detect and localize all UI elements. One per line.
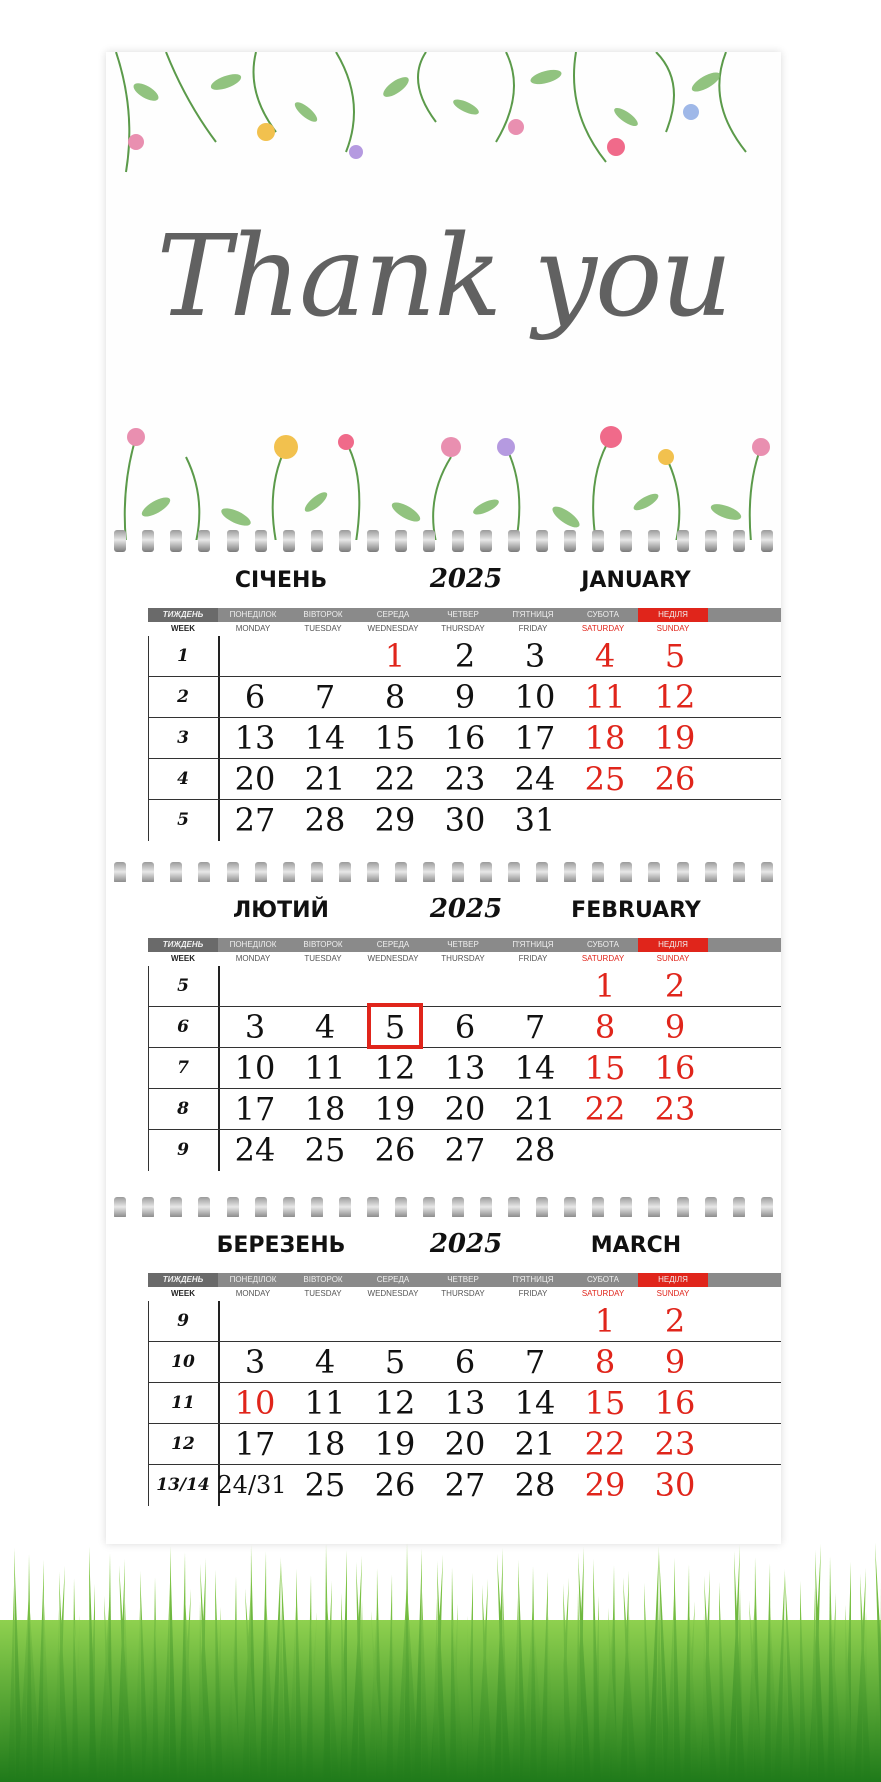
week-col-header: ТИЖДЕНЬ xyxy=(148,608,218,622)
week-col-header: ТИЖДЕНЬ xyxy=(148,938,218,952)
calendar-day: 18 xyxy=(304,1090,346,1128)
month-february xyxy=(106,882,781,1171)
calendar-day: 29 xyxy=(374,801,416,839)
week-number: 8 xyxy=(177,1099,189,1119)
binding-ring xyxy=(452,862,464,884)
calendar-day: 27 xyxy=(234,801,276,839)
calendar-day: 22 xyxy=(584,1425,626,1463)
binding-ring xyxy=(198,1197,210,1219)
calendar-day: 1 xyxy=(594,967,616,1005)
week-number: 9 xyxy=(177,1311,189,1331)
calendar-day: 12 xyxy=(374,1049,416,1087)
calendar-day: 30 xyxy=(654,1466,696,1504)
binding-ring xyxy=(311,530,323,552)
calendar-day: 2 xyxy=(454,637,476,675)
calendar-day: 26 xyxy=(374,1466,416,1504)
calendar-day: 10 xyxy=(234,1049,276,1087)
year-label: 2025 xyxy=(429,564,503,594)
calendar-day: 3 xyxy=(524,637,546,675)
binding-ring xyxy=(508,862,520,884)
binding-ring xyxy=(648,862,660,884)
month-march xyxy=(106,1217,781,1506)
weekday-row-en xyxy=(148,1287,781,1301)
highlighted-day-frame xyxy=(367,1003,423,1049)
weekday-header-ua: ВІВТОРОК xyxy=(303,940,343,949)
calendar-day: 21 xyxy=(304,760,346,798)
binding-ring xyxy=(255,1197,267,1219)
week-row xyxy=(148,800,781,841)
week-row xyxy=(148,1007,781,1048)
week-row xyxy=(148,1048,781,1089)
weekday-header-ua: НЕДІЛЯ xyxy=(638,1273,708,1287)
calendar-day: 6 xyxy=(244,678,266,716)
binding-ring xyxy=(423,862,435,884)
binding-ring xyxy=(227,1197,239,1219)
calendar-day: 25 xyxy=(584,760,626,798)
calendar-day: 7 xyxy=(524,1343,546,1381)
binding-ring xyxy=(480,1197,492,1219)
calendar-day: 28 xyxy=(514,1131,556,1169)
calendar-day: 8 xyxy=(594,1343,616,1381)
calendar-day: 4 xyxy=(314,1343,336,1381)
week-row xyxy=(148,1301,781,1342)
calendar-day: 21 xyxy=(514,1090,556,1128)
flowers-bottom-illustration xyxy=(106,417,781,540)
binding-ring xyxy=(452,530,464,552)
week-row xyxy=(148,1342,781,1383)
weekday-header-en: WEDNESDAY xyxy=(367,1289,419,1298)
weekday-bar-ua xyxy=(148,938,781,952)
year-label: 2025 xyxy=(429,1229,503,1259)
binding-ring xyxy=(620,862,632,884)
calendar-day: 14 xyxy=(514,1384,556,1422)
week-number: 10 xyxy=(171,1352,195,1372)
calendar-day: 10 xyxy=(514,678,556,716)
calendar-day: 28 xyxy=(304,801,346,839)
binding-ring xyxy=(564,530,576,552)
calendar-day: 9 xyxy=(454,678,476,716)
weekday-header-en: MONDAY xyxy=(235,1289,271,1298)
binding-ring xyxy=(114,862,126,884)
weekday-header-en: WEDNESDAY xyxy=(367,624,419,633)
weekday-header-en: SUNDAY xyxy=(656,954,690,963)
weekday-header-ua: ЧЕТВЕР xyxy=(447,610,479,619)
weekday-header-ua: СЕРЕДА xyxy=(376,1275,410,1284)
week-number: 4 xyxy=(177,769,189,789)
binding-ring xyxy=(395,862,407,884)
binding-ring xyxy=(339,1197,351,1219)
binding-ring xyxy=(564,1197,576,1219)
binding-ring xyxy=(395,530,407,552)
binding-ring xyxy=(705,1197,717,1219)
binding-ring xyxy=(677,530,689,552)
calendar-day: 24 xyxy=(514,760,556,798)
week-number: 5 xyxy=(177,976,189,996)
binding-ring xyxy=(536,1197,548,1219)
week-row xyxy=(148,1424,781,1465)
weekday-header-en: SATURDAY xyxy=(581,954,625,963)
weekday-header-en: TUESDAY xyxy=(304,1289,342,1298)
week-row xyxy=(148,718,781,759)
weekday-header-en: SATURDAY xyxy=(581,624,625,633)
binding-ring xyxy=(198,530,210,552)
binding-ring xyxy=(592,530,604,552)
calendar-day: 13 xyxy=(234,719,276,757)
calendar-day: 25 xyxy=(304,1131,346,1169)
binding-ring xyxy=(142,530,154,552)
binding-ring xyxy=(733,1197,745,1219)
binding-ring xyxy=(423,530,435,552)
spiral-binding xyxy=(106,862,781,884)
binding-ring xyxy=(677,1197,689,1219)
calendar-day: 8 xyxy=(384,678,406,716)
calendar-day: 28 xyxy=(514,1466,556,1504)
weekday-header-en: SATURDAY xyxy=(581,1289,625,1298)
calendar-day: 12 xyxy=(654,678,696,716)
calendar-day: 18 xyxy=(304,1425,346,1463)
binding-ring xyxy=(592,862,604,884)
calendar-day: 27 xyxy=(444,1131,486,1169)
week-row xyxy=(148,636,781,677)
weekday-header-ua: П'ЯТНИЦЯ xyxy=(512,610,554,619)
week-number: 12 xyxy=(171,1434,195,1454)
weekday-header-en: SUNDAY xyxy=(656,624,690,633)
calendar-day: 15 xyxy=(584,1384,626,1422)
binding-ring xyxy=(283,1197,295,1219)
calendar-day: 23 xyxy=(444,760,486,798)
month-name-ua: ЛЮТИЙ xyxy=(233,898,329,923)
binding-ring xyxy=(227,530,239,552)
calendar-day: 13 xyxy=(444,1384,486,1422)
weekday-row-en xyxy=(148,952,781,966)
calendar-day: 5 xyxy=(664,637,686,675)
calendar-day: 3 xyxy=(244,1008,266,1046)
week-number: 2 xyxy=(177,687,189,707)
days-grid xyxy=(148,966,781,1171)
binding-ring xyxy=(198,862,210,884)
weekday-header-ua: ВІВТОРОК xyxy=(303,1275,343,1284)
binding-ring xyxy=(648,1197,660,1219)
flowers-top-illustration xyxy=(106,52,781,182)
binding-ring xyxy=(395,1197,407,1219)
calendar-day: 17 xyxy=(234,1090,276,1128)
week-number: 7 xyxy=(177,1058,189,1078)
weekday-header-ua: ЧЕТВЕР xyxy=(447,1275,479,1284)
calendar-day: 22 xyxy=(374,760,416,798)
weekday-header-en: THURSDAY xyxy=(441,1289,485,1298)
weekday-bar-ua xyxy=(148,1273,781,1287)
weekday-row-en xyxy=(148,622,781,636)
calendar-day: 1 xyxy=(594,1302,616,1340)
week-row xyxy=(148,1089,781,1130)
calendar-day: 7 xyxy=(314,678,336,716)
weekday-header-ua: П'ЯТНИЦЯ xyxy=(512,1275,554,1284)
weekday-header-en: MONDAY xyxy=(235,624,271,633)
binding-ring xyxy=(367,862,379,884)
binding-ring xyxy=(480,530,492,552)
weekday-header-ua: ВІВТОРОК xyxy=(303,610,343,619)
binding-ring xyxy=(620,530,632,552)
calendar-day: 20 xyxy=(444,1425,486,1463)
weekday-header-ua: ПОНЕДІЛОК xyxy=(229,940,277,949)
calendar-day: 21 xyxy=(514,1425,556,1463)
calendar-day: 2 xyxy=(664,967,686,1005)
calendar-day: 25 xyxy=(304,1466,346,1504)
calendar-day: 5 xyxy=(384,1008,406,1046)
calendar-day: 1 xyxy=(384,637,406,675)
calendar-day: 23 xyxy=(654,1425,696,1463)
binding-ring xyxy=(339,862,351,884)
calendar-day: 9 xyxy=(664,1008,686,1046)
weekday-header-en: SUNDAY xyxy=(656,1289,690,1298)
weekday-header-ua: СУБОТА xyxy=(587,610,619,619)
weekday-header-en: THURSDAY xyxy=(441,624,485,633)
weekday-header-en: THURSDAY xyxy=(441,954,485,963)
weekday-header-ua: ЧЕТВЕР xyxy=(447,940,479,949)
week-number: 1 xyxy=(177,646,189,666)
binding-ring xyxy=(283,862,295,884)
calendar-day: 30 xyxy=(444,801,486,839)
calendar-day: 24 xyxy=(234,1131,276,1169)
calendar-day: 9 xyxy=(664,1343,686,1381)
days-grid xyxy=(148,1301,781,1506)
calendar-day: 15 xyxy=(374,719,416,757)
calendar-day: 20 xyxy=(444,1090,486,1128)
weekday-header-ua: ПОНЕДІЛОК xyxy=(229,1275,277,1284)
week-row xyxy=(148,759,781,800)
calendar-day: 11 xyxy=(584,678,626,716)
calendar-day: 23 xyxy=(654,1090,696,1128)
week-number: 9 xyxy=(177,1140,189,1160)
binding-ring xyxy=(367,1197,379,1219)
binding-ring xyxy=(255,530,267,552)
binding-ring xyxy=(480,862,492,884)
binding-ring xyxy=(142,862,154,884)
binding-ring xyxy=(761,862,773,884)
week-number: 13/14 xyxy=(156,1475,210,1495)
week-col-header-en: WEEK xyxy=(171,624,195,633)
calendar-day: 18 xyxy=(584,719,626,757)
binding-ring xyxy=(536,862,548,884)
binding-ring xyxy=(733,530,745,552)
binding-ring xyxy=(508,1197,520,1219)
month-name-ua: БЕРЕЗЕНЬ xyxy=(216,1233,346,1258)
week-col-header-en: WEEK xyxy=(171,1289,195,1298)
calendar-day: 24/31 xyxy=(217,1471,287,1499)
binding-ring xyxy=(536,530,548,552)
calendar-day: 17 xyxy=(234,1425,276,1463)
calendar-day: 2 xyxy=(664,1302,686,1340)
week-col-header-en: WEEK xyxy=(171,954,195,963)
week-row xyxy=(148,1130,781,1171)
calendar-day: 26 xyxy=(654,760,696,798)
calendar-day: 19 xyxy=(374,1425,416,1463)
binding-ring xyxy=(339,530,351,552)
binding-ring xyxy=(311,862,323,884)
binding-ring xyxy=(170,1197,182,1219)
thank-you-title: Thank you xyxy=(156,212,731,342)
weekday-header-en: WEDNESDAY xyxy=(367,954,419,963)
calendar-day: 4 xyxy=(314,1008,336,1046)
binding-ring xyxy=(452,1197,464,1219)
calendar-day: 22 xyxy=(584,1090,626,1128)
binding-ring xyxy=(367,530,379,552)
binding-ring xyxy=(705,862,717,884)
calendar-day: 29 xyxy=(584,1466,626,1504)
binding-ring xyxy=(311,1197,323,1219)
week-row xyxy=(148,966,781,1007)
calendar-day: 7 xyxy=(524,1008,546,1046)
binding-ring xyxy=(508,530,520,552)
calendar-day: 12 xyxy=(374,1384,416,1422)
binding-ring xyxy=(170,530,182,552)
week-row xyxy=(148,1383,781,1424)
binding-ring xyxy=(564,862,576,884)
calendar-day: 19 xyxy=(374,1090,416,1128)
month-name-en: JANUARY xyxy=(581,568,691,593)
weekday-header-en: FRIDAY xyxy=(518,954,548,963)
calendar-day: 27 xyxy=(444,1466,486,1504)
days-grid xyxy=(148,636,781,841)
calendar-day: 15 xyxy=(584,1049,626,1087)
weekday-header-en: TUESDAY xyxy=(304,624,342,633)
calendar-day: 10 xyxy=(234,1384,276,1422)
calendar-day: 14 xyxy=(304,719,346,757)
binding-ring xyxy=(648,530,660,552)
binding-ring xyxy=(761,530,773,552)
grass-illustration xyxy=(0,1500,881,1782)
weekday-header-en: FRIDAY xyxy=(518,624,548,633)
week-number: 3 xyxy=(177,728,189,748)
binding-ring xyxy=(170,862,182,884)
binding-ring xyxy=(255,862,267,884)
spiral-binding xyxy=(106,530,781,552)
weekday-header-en: MONDAY xyxy=(235,954,271,963)
binding-ring xyxy=(114,1197,126,1219)
binding-ring xyxy=(592,1197,604,1219)
weekday-header-ua: СЕРЕДА xyxy=(376,940,410,949)
calendar-day: 4 xyxy=(594,637,616,675)
binding-ring xyxy=(227,862,239,884)
binding-ring xyxy=(620,1197,632,1219)
weekday-header-ua: ПОНЕДІЛОК xyxy=(229,610,277,619)
weekday-header-ua: СЕРЕДА xyxy=(376,610,410,619)
calendar-day: 16 xyxy=(654,1384,696,1422)
calendar-day: 16 xyxy=(444,719,486,757)
weekday-header-ua: СУБОТА xyxy=(587,940,619,949)
calendar-day: 6 xyxy=(454,1008,476,1046)
weekday-header-ua: СУБОТА xyxy=(587,1275,619,1284)
calendar-day: 3 xyxy=(244,1343,266,1381)
weekday-bar-ua xyxy=(148,608,781,622)
week-number: 6 xyxy=(177,1017,189,1037)
calendar-day: 11 xyxy=(304,1384,346,1422)
month-name-ua: СІЧЕНЬ xyxy=(234,568,328,593)
header-card xyxy=(106,52,781,540)
calendar-day: 19 xyxy=(654,719,696,757)
calendar-day: 20 xyxy=(234,760,276,798)
calendar-poster xyxy=(106,52,781,1544)
calendar-day: 8 xyxy=(594,1008,616,1046)
calendar-day: 16 xyxy=(654,1049,696,1087)
week-number: 5 xyxy=(177,810,189,830)
binding-ring xyxy=(677,862,689,884)
week-number: 11 xyxy=(171,1393,195,1413)
month-january xyxy=(106,552,781,841)
binding-ring xyxy=(423,1197,435,1219)
binding-ring xyxy=(114,530,126,552)
week-col-header: ТИЖДЕНЬ xyxy=(148,1273,218,1287)
spiral-binding xyxy=(106,1197,781,1219)
binding-ring xyxy=(705,530,717,552)
weekday-header-en: FRIDAY xyxy=(518,1289,548,1298)
weekday-header-en: TUESDAY xyxy=(304,954,342,963)
week-row xyxy=(148,677,781,718)
year-label: 2025 xyxy=(429,894,503,924)
binding-ring xyxy=(761,1197,773,1219)
month-name-en: FEBRUARY xyxy=(571,898,701,923)
binding-ring xyxy=(733,862,745,884)
calendar-day: 5 xyxy=(384,1343,406,1381)
weekday-header-ua: НЕДІЛЯ xyxy=(638,608,708,622)
calendar-day: 6 xyxy=(454,1343,476,1381)
calendar-day: 13 xyxy=(444,1049,486,1087)
calendar-day: 26 xyxy=(374,1131,416,1169)
weekday-header-ua: П'ЯТНИЦЯ xyxy=(512,940,554,949)
month-name-en: MARCH xyxy=(590,1233,682,1258)
calendar-day: 11 xyxy=(304,1049,346,1087)
binding-ring xyxy=(142,1197,154,1219)
binding-ring xyxy=(283,530,295,552)
calendar-day: 17 xyxy=(514,719,556,757)
weekday-header-ua: НЕДІЛЯ xyxy=(638,938,708,952)
calendar-day: 31 xyxy=(514,801,556,839)
calendar-day: 14 xyxy=(514,1049,556,1087)
